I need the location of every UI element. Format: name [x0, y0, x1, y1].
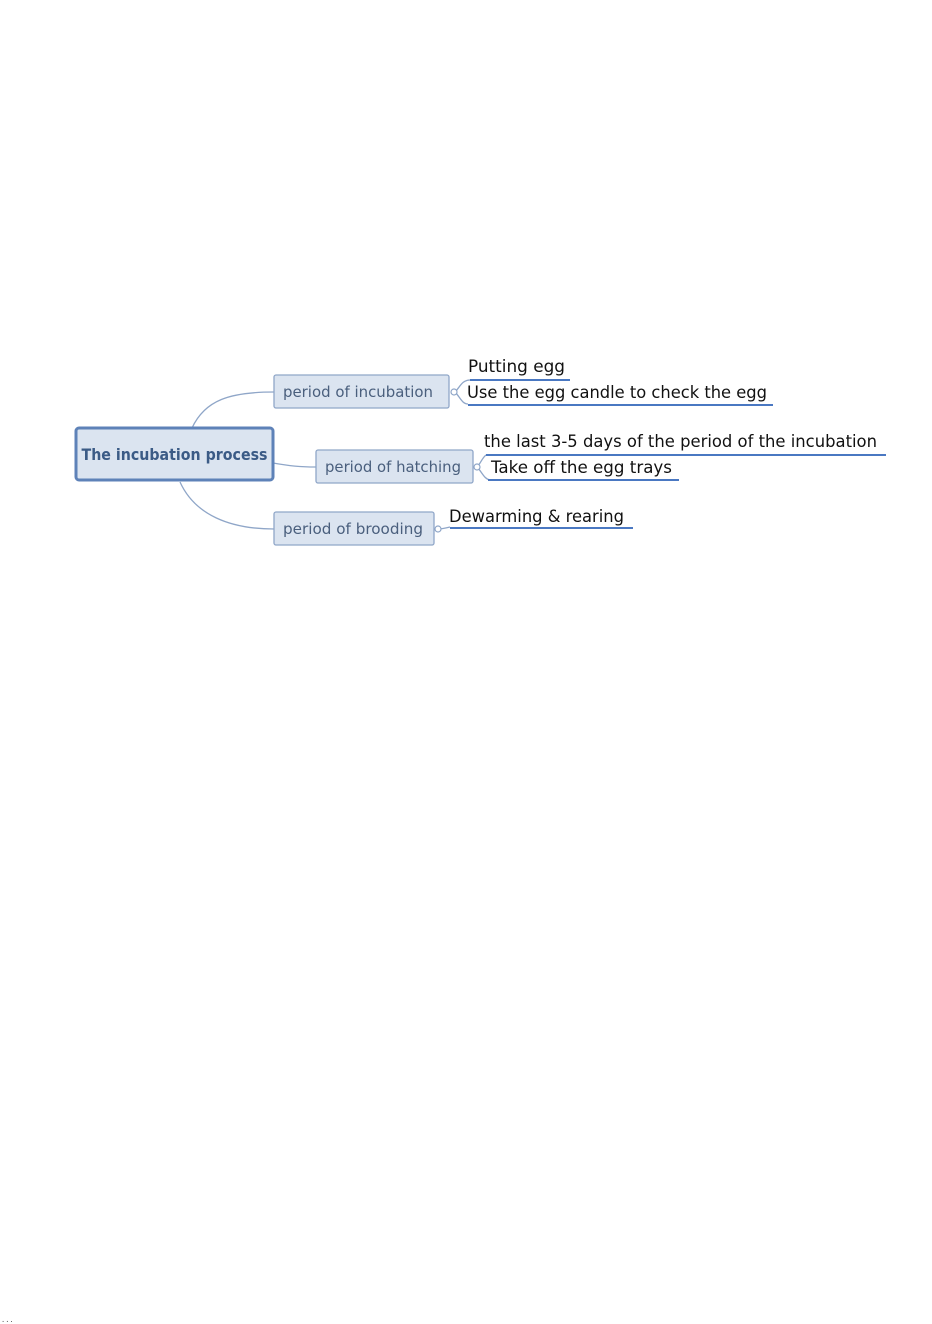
leaf-node-putting-egg[interactable]	[468, 357, 570, 380]
leaf-node-egg-trays[interactable]	[488, 458, 679, 480]
connector-root-incubation	[192, 392, 274, 428]
leaf-node-putting-egg-label: Putting egg	[468, 357, 565, 376]
collapse-toggle-brooding[interactable]	[435, 526, 441, 532]
page-corner-mark: ...	[1, 1316, 14, 1324]
branch-node-hatching-label: period of hatching	[325, 458, 461, 476]
branch-node-incubation-label: period of incubation	[283, 383, 433, 401]
root-node-label: The incubation process	[81, 445, 268, 464]
leaf-node-egg-trays-label: Take off the egg trays	[489, 458, 672, 477]
leaf-node-egg-candle[interactable]	[467, 383, 773, 405]
leaf-node-dewarming-label: Dewarming & rearing	[449, 507, 624, 526]
branch-node-brooding-label: period of brooding	[283, 520, 423, 538]
leaf-node-dewarming[interactable]	[449, 507, 633, 528]
branch-node-hatching[interactable]	[316, 450, 473, 483]
connector-root-hatching	[273, 463, 316, 467]
collapse-toggle-hatching[interactable]	[474, 464, 480, 470]
leaf-node-last-days[interactable]	[484, 432, 886, 455]
leaf-node-last-days-label: the last 3-5 days of the period of the incubation	[484, 432, 877, 451]
branch-node-brooding[interactable]	[274, 512, 434, 545]
collapse-toggle-incubation[interactable]	[451, 389, 457, 395]
connector-root-brooding	[180, 482, 274, 529]
branch-node-incubation[interactable]	[274, 375, 449, 408]
root-node[interactable]	[76, 428, 273, 480]
leaf-node-egg-candle-label: Use the egg candle to check the egg	[467, 383, 767, 402]
